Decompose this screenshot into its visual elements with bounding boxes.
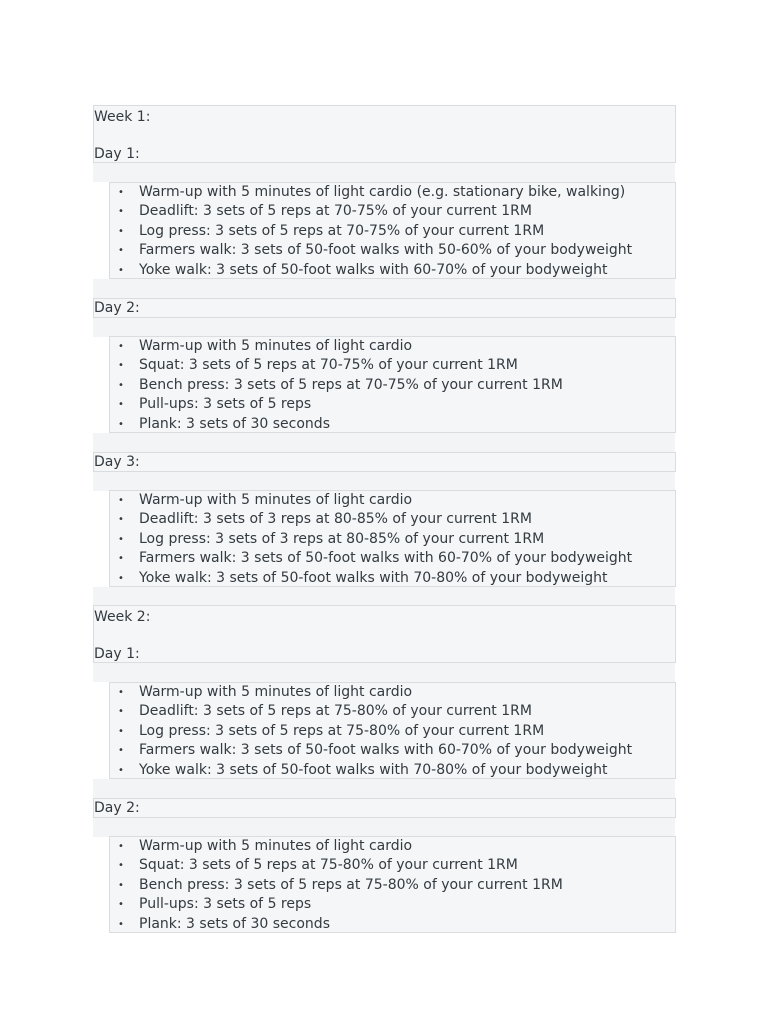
heading-box [93,452,676,472]
list-item-text: Plank: 3 sets of 30 seconds [139,415,330,432]
list-item [110,722,675,741]
list-item-text: Warm-up with 5 minutes of light cardio [139,838,413,854]
list-item [110,530,675,549]
list-item-text: Log press: 3 sets of 3 reps at 80-85% of your current 1RM [139,530,545,547]
list-item-text: Plank: 3 sets of 30 seconds [139,915,330,932]
list-item-text: Pull-ups: 3 sets of 5 reps [139,896,312,913]
list-item [110,415,675,434]
exercise-list [110,683,675,780]
list-item-text: Farmers walk: 3 sets of 50-foot walks with 50-60% of your bodyweight [139,242,633,259]
list-item [110,915,675,934]
heading-box [93,605,676,663]
bullet-icon: • [118,495,124,506]
bullet-icon: • [118,687,124,698]
bullet-icon: • [118,206,124,218]
list-item-text: Warm-up with 5 minutes of light cardio [139,338,413,354]
list-item [110,376,675,395]
list-item-text: Warm-up with 5 minutes of light cardio [139,492,413,508]
list-item-text: Pull-ups: 3 sets of 5 reps [139,396,312,413]
list-item [110,241,675,260]
bullet-icon: • [118,745,124,757]
heading-text: Day 2: [94,800,140,816]
list-item-text: Deadlift: 3 sets of 5 reps at 75-80% of your current 1RM [139,703,532,720]
bullet-icon: • [118,418,124,430]
list-item [110,222,675,241]
exercise-list-box [109,836,676,933]
list-item [110,837,675,856]
list-item [110,741,675,760]
list-item [110,183,675,202]
list-item-text: Squat: 3 sets of 5 reps at 70-75% of your current 1RM [139,357,518,374]
bullet-icon: • [118,725,124,737]
list-item [110,856,675,875]
spacer-strip [93,818,675,837]
heading-text: Day 3: [94,454,140,470]
bullet-icon: • [118,360,124,372]
bullet-icon: • [118,918,124,930]
spacer-strip [93,279,675,298]
bullet-icon: • [118,379,124,391]
list-item-text: Yoke walk: 3 sets of 50-foot walks with 60-70% of your bodyweight [139,261,608,278]
spacer-strip [93,587,675,606]
exercise-list [110,491,675,588]
list-item [110,702,675,721]
list-item-text: Yoke walk: 3 sets of 50-foot walks with 70-80% of your bodyweight [139,761,608,778]
spacer-strip [93,318,675,337]
heading-box [93,298,676,318]
list-item [110,491,675,510]
heading-text: Week 2: [94,609,151,625]
list-item-text: Log press: 3 sets of 5 reps at 75-80% of your current 1RM [139,722,545,739]
bullet-icon: • [118,553,124,565]
spacer-strip [93,779,675,798]
bullet-icon: • [118,533,124,545]
heading-box [93,798,676,818]
list-item-text: Warm-up with 5 minutes of light cardio (e.g. stationary bike, walking) [139,184,626,200]
bullet-icon: • [118,764,124,776]
list-item [110,202,675,221]
bullet-icon: • [118,706,124,718]
exercise-list-box [109,182,676,279]
bullet-icon: • [118,572,124,584]
spacer-strip [93,163,675,182]
heading-box [93,105,676,163]
bullet-icon: • [118,841,124,852]
list-item [110,549,675,568]
list-item [110,510,675,529]
heading-text: Week 1: [94,109,151,125]
list-item-text: Squat: 3 sets of 5 reps at 75-80% of your current 1RM [139,857,518,874]
list-item [110,569,675,588]
bullet-icon: • [118,860,124,872]
heading-text: Day 1: [94,646,140,662]
bullet-icon: • [118,187,124,198]
list-item [110,683,675,702]
list-item-text: Farmers walk: 3 sets of 50-foot walks with 60-70% of your bodyweight [139,742,633,759]
list-item-text: Bench press: 3 sets of 5 reps at 75-80% of your current 1RM [139,876,563,893]
bullet-icon: • [118,399,124,411]
list-item-text: Yoke walk: 3 sets of 50-foot walks with 70-80% of your bodyweight [139,569,608,586]
list-item-text: Log press: 3 sets of 5 reps at 70-75% of your current 1RM [139,222,545,239]
list-item-text: Farmers walk: 3 sets of 50-foot walks with 60-70% of your bodyweight [139,550,633,567]
list-item [110,261,675,280]
exercise-list-box [109,336,676,433]
bullet-icon: • [118,879,124,891]
bullet-icon: • [118,514,124,526]
bullet-icon: • [118,245,124,257]
exercise-list-box [109,490,676,587]
list-item-text: Bench press: 3 sets of 5 reps at 70-75% of your current 1RM [139,376,563,393]
list-item [110,761,675,780]
spacer-strip [93,433,675,452]
bullet-icon: • [118,225,124,237]
list-item-text: Deadlift: 3 sets of 5 reps at 70-75% of your current 1RM [139,203,532,220]
exercise-list [110,183,675,280]
list-item [110,876,675,895]
list-item-text: Deadlift: 3 sets of 3 reps at 80-85% of your current 1RM [139,511,532,528]
bullet-icon: • [118,899,124,911]
list-item-text: Warm-up with 5 minutes of light cardio [139,684,413,700]
list-item [110,395,675,414]
bullet-icon: • [118,341,124,352]
spacer-strip [93,663,675,682]
list-item [110,356,675,375]
exercise-list-box [109,682,676,779]
list-item [110,895,675,914]
heading-text: Day 2: [94,300,140,316]
exercise-list [110,837,675,934]
exercise-list [110,337,675,434]
list-item [110,337,675,356]
heading-text: Day 1: [94,146,140,162]
bullet-icon: • [118,264,124,276]
spacer-strip [93,472,675,491]
